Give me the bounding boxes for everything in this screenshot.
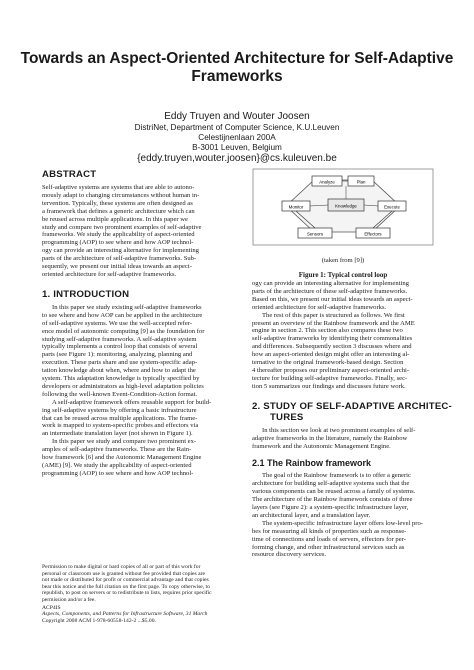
intro-line: typically implements a control loop that consists of several — [42, 343, 198, 351]
right-column — [252, 280, 452, 559]
right-line: oriented architecture for self-adaptive frameworks. — [252, 303, 387, 311]
subsection-line: various components can be reused across a family of systems. — [252, 488, 416, 496]
intro-line: of self-adaptive systems. We use the well-accepted refer- — [42, 319, 193, 327]
footnote-line: personal or classroom use is granted without fee provided that copies are — [42, 570, 205, 577]
right-line: how an aspect-oriented design might offer an interesting al- — [252, 351, 410, 359]
intro-line: amples of self-adaptive frameworks. These are the Rain- — [42, 446, 192, 454]
subsection-2-1-body — [252, 472, 434, 559]
intro-line: to see where and how AOP can be applied in the architecture — [42, 311, 203, 319]
knowledge-label: Knowledge — [335, 203, 357, 209]
abstract-line: programming (AOP) to see where and how AOP technol- — [42, 239, 194, 247]
subsection-line: The goal of the Rainbow framework is to offer a generic — [262, 472, 411, 480]
subsection-line: architecture for building self-adaptive systems such that the — [252, 480, 410, 488]
abstract-line: study and compare two prominent examples of self-adaptive — [42, 223, 202, 231]
abstract-line: be reused across multiple applications. In this paper we — [42, 215, 188, 223]
subsection-line: an architectural layer, and a translation layer. — [252, 511, 371, 519]
abstract-line: Self-adaptive systems are systems that are able to autono- — [42, 184, 195, 191]
author-block — [0, 111, 474, 165]
intro-line: programming (AOP) to see where and how AOP technol- — [42, 469, 194, 477]
subsection-line: The architecture of the Rainbow framework consists of three — [252, 496, 413, 504]
paper-title — [0, 50, 474, 86]
abstract-line: a framework that defines a generic architecture which can — [42, 207, 195, 215]
author-email: {eddy.truyen,wouter.joosen}@cs.kuleuven.be — [137, 153, 337, 164]
intro-line: ence model of autonomic computing [9] as the foundation for — [42, 327, 205, 335]
abstract-line: frameworks. We study the applicability of aspect-oriented — [42, 231, 195, 239]
abstract-line: parts of the architecture of self-adaptive frameworks. Sub- — [42, 255, 197, 263]
intro-line: ing self-adaptive systems by offering a basic infrastructure — [42, 406, 197, 414]
abstract-line: oriented architecture for self-adaptive frameworks. — [42, 270, 177, 278]
intro-line: following the well-known Event-Condition-Action format. — [42, 390, 198, 398]
intro-heading: 1. INTRODUCTION — [42, 288, 130, 300]
intro-line: developers or administrators as high-level adaptation policies — [42, 382, 204, 390]
section-2-body — [252, 427, 434, 451]
affiliation-3: B-3001 Leuven, Belgium — [192, 143, 282, 152]
right-line: tecture for building self-adaptive frameworks. Finally, sec- — [252, 374, 408, 382]
right-line: tion 5 summarizes our findings and discusses future work. — [252, 382, 406, 390]
abstract-heading: ABSTRACT — [42, 169, 97, 180]
venue-name: ACP4IS — [42, 604, 61, 611]
intro-line: bow framework [6] and the Autonomic Management Engine — [42, 454, 202, 462]
right-line: ogy can provide an interesting alternative for implementing — [252, 280, 409, 287]
right-line: The rest of this paper is structured as follows. We first — [262, 311, 405, 319]
subsection-line: time of connections and loads of servers, effectors for per- — [252, 535, 406, 543]
intro-line: In this paper we study and compare two prominent ex- — [52, 438, 197, 446]
intro-line: an intermediate translation layer (not shown in Figure 1). — [42, 430, 193, 438]
plan-label: Plan — [356, 179, 366, 185]
sensors-label: Sensors — [306, 231, 324, 237]
section-2-line: In this section we look at two prominent examples of self- — [262, 426, 416, 434]
right-body-1 — [252, 280, 434, 391]
intro-line: parts (see Figure 1): monitoring, analyzing, planning and — [42, 351, 193, 359]
right-line: engine in section 2. This section also compares these two — [252, 327, 403, 335]
execute-label: Execute — [384, 204, 400, 210]
section-2-heading — [252, 400, 452, 423]
section-2-heading-line-1: 2. STUDY OF SELF-ADAPTIVE ARCHITEC- — [252, 400, 452, 412]
right-line: ternative to the original framework-based design. Section — [252, 359, 404, 367]
subsection-line: The system-specific infrastructure layer offers low-level pro- — [262, 519, 423, 527]
intro-line: work is mapped to system-specific probes and effectors via — [42, 422, 199, 430]
right-line: parts of the architecture of these self-adaptive frameworks. — [252, 287, 408, 295]
footnote-line: permission and/or a fee. — [42, 596, 96, 603]
subsection-line: layers (see Figure 2): a system-specific infrastructure layer, — [252, 504, 409, 512]
intro-line: tation knowledge about when, where and how to adapt the — [42, 367, 196, 375]
venue-line: Aspects, Components, and Patterns for Infrastructure Software, 31 March — [42, 611, 208, 618]
footnote-line: republish, to post on servers or to redistribute to lists, requires prior specific — [42, 590, 212, 597]
section-2-line: framework and the Autonomic Management Engine. — [252, 442, 391, 450]
title-line-1: Towards an Aspect-Oriented Architecture for Self-Adaptive — [20, 50, 454, 67]
analyze-label: Analyze — [319, 179, 335, 185]
subsection-line: resource discovery services. — [252, 551, 327, 559]
right-line: and differences. Subsequently section 3 discusses where and — [252, 343, 412, 351]
intro-line: In this paper we study existing self-adaptive frameworks — [52, 303, 202, 311]
abstract-body — [42, 184, 242, 279]
intro-line: A self-adaptive framework offers reusable support for build- — [52, 398, 212, 406]
subsection-line: forming change, and other infrastructural services such as — [252, 543, 405, 551]
right-line: self-adaptive frameworks by identifying their commonalities — [252, 335, 413, 343]
left-column — [42, 169, 242, 478]
footnote-line: Permission to make digital or hard copies of all or part of this work for — [42, 564, 201, 570]
footnote-line: bear this notice and the full citation on the first page. To copy otherwise, to — [42, 583, 210, 590]
title-line-2: Frameworks — [191, 68, 283, 85]
permission-footnote — [42, 564, 242, 624]
abstract-line: ogy can provide an interesting alternative for implementing — [42, 247, 199, 255]
intro-line: execution. These parts share and use system-specific adap- — [42, 359, 198, 367]
intro-line: that can be reused across multiple applications. The frame- — [42, 414, 198, 422]
right-line: present an overview of the Rainbow framework and the AME — [252, 319, 415, 327]
copyright: Copyright 2008 ACM 1-978-60558-142-2 ...$5.00. — [42, 617, 156, 624]
intro-body — [42, 304, 242, 478]
abstract-line: tervention. Typically, these systems are often designed as — [42, 199, 193, 207]
figure-1 — [252, 168, 434, 279]
section-2-heading-line-2: TURES — [270, 411, 304, 423]
intro-line: system. This adaptation knowledge is typically specified by — [42, 375, 200, 383]
right-line: Based on this, we present our initial ideas towards an aspect- — [252, 295, 413, 303]
footnote-line: not made or distributed for profit or commercial advantage and that copies — [42, 577, 209, 584]
affiliation-2: Celestijnenlaan 200A — [198, 133, 276, 142]
section-2-line: adaptive frameworks in the literature, namely the Rainbow — [252, 434, 408, 442]
subsection-line: bes for measuring all kinds of properties such as response- — [252, 527, 407, 535]
figure-caption: Figure 1: Typical control loop — [298, 270, 388, 279]
intro-line: (AME) [9]. We study the applicability of aspect-oriented — [42, 462, 192, 469]
affiliation-1: DistriNet, Department of Computer Science, K.U.Leuven — [134, 123, 340, 132]
right-line: 4 thereafter proposes our preliminary aspect-oriented archi- — [252, 366, 410, 374]
abstract-line: sequently, we present our initial ideas towards an aspect- — [42, 263, 192, 271]
figure-source: (taken from [9]) — [321, 257, 365, 264]
monitor-label: Monitor — [288, 204, 304, 210]
effectors-label: Effectors — [364, 231, 382, 237]
abstract-line: mously adapt to changing circumstances without human in- — [42, 191, 200, 199]
author-names: Eddy Truyen and Wouter Joosen — [164, 111, 310, 122]
intro-line: studying self-adaptive frameworks. A self-adaptive system — [42, 335, 197, 343]
control-loop-diagram — [252, 168, 434, 246]
subsection-2-1-heading: 2.1 The Rainbow framework — [252, 458, 372, 469]
